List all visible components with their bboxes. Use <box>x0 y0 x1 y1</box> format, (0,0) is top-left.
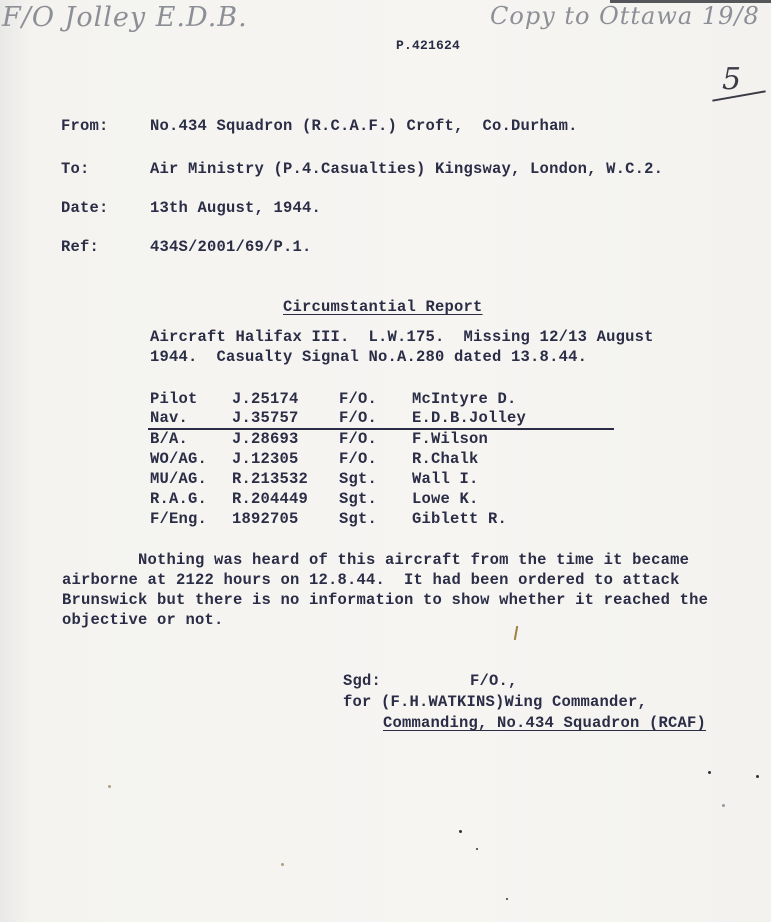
body-line: objective or not. <box>62 611 224 629</box>
paper-speck <box>756 775 759 778</box>
crew-role: WO/AG. <box>150 450 208 468</box>
paper-speck <box>708 771 711 774</box>
body-line: Nothing was heard of this aircraft from the time it became <box>62 551 690 569</box>
ink-mark <box>514 626 518 640</box>
crew-role: R.A.G. <box>150 490 208 508</box>
crew-number: J.12305 <box>232 450 299 468</box>
signature-commanding-line: Commanding, No.434 Squadron (RCAF) <box>383 714 707 732</box>
crew-role: F/Eng. <box>150 510 208 528</box>
crew-role: MU/AG. <box>150 470 208 488</box>
crew-number: R.213532 <box>232 470 309 488</box>
crew-name: E.D.B.Jolley <box>412 409 527 427</box>
crew-number: R.204449 <box>232 490 309 508</box>
paper-speck <box>108 785 111 788</box>
crew-name: McIntyre D. <box>412 390 517 408</box>
body-line: Brunswick but there is no information to show whether it reached the <box>62 591 709 609</box>
crew-name: Wall I. <box>412 470 479 488</box>
from-label: From: <box>61 117 109 135</box>
ref-value: 434S/2001/69/P.1. <box>150 238 312 256</box>
handwritten-name-annotation: F/O Jolley E.D.B. <box>2 2 248 33</box>
paper-speck <box>506 898 508 900</box>
crew-number: 1892705 <box>232 510 299 528</box>
crew-rank: Sgt. <box>339 490 378 508</box>
report-title: Circumstantial Report <box>283 298 483 316</box>
crew-rank: Sgt. <box>339 470 378 488</box>
crew-number: J.35757 <box>232 409 299 427</box>
crew-name: R.Chalk <box>412 450 479 468</box>
crew-rank: Sgt. <box>339 510 378 528</box>
signature-sgd-label: Sgd: <box>343 672 382 690</box>
ref-label: Ref: <box>61 238 100 256</box>
date-value: 13th August, 1944. <box>150 199 322 217</box>
crew-name: Lowe K. <box>412 490 479 508</box>
signature-rank: F/O., <box>470 672 518 690</box>
crew-number: J.28693 <box>232 430 299 448</box>
crew-divider-line <box>148 428 614 430</box>
signature-for-line: for (F.H.WATKINS)Wing Commander, <box>343 693 648 711</box>
handwritten-copy-note: Copy to Ottawa 19/8 <box>490 2 760 30</box>
crew-rank: F/O. <box>339 450 378 468</box>
date-label: Date: <box>61 199 109 217</box>
to-value: Air Ministry (P.4.Casualties) Kingsway, London, W.C.2. <box>150 160 664 178</box>
body-line: airborne at 2122 hours on 12.8.44. It had been ordered to attack <box>62 571 680 589</box>
file-reference: P.421624 <box>396 38 461 53</box>
crew-rank: F/O. <box>339 430 378 448</box>
crew-role: Pilot <box>150 390 198 408</box>
paper-speck <box>459 830 462 833</box>
report-aircraft-line: Aircraft Halifax III. L.W.175. Missing 12/13 August <box>150 328 654 346</box>
crew-rank: F/O. <box>339 390 378 408</box>
crew-name: Giblett R. <box>412 510 508 528</box>
paper-speck <box>281 863 284 866</box>
crew-number: J.25174 <box>232 390 299 408</box>
to-label: To: <box>61 160 90 178</box>
from-value: No.434 Squadron (R.C.A.F.) Croft, Co.Durham. <box>150 117 578 135</box>
crew-rank: F/O. <box>339 409 378 427</box>
crew-role: Nav. <box>150 409 189 427</box>
crew-name: F.Wilson <box>412 430 489 448</box>
paper-speck <box>476 848 478 850</box>
paper-speck <box>722 804 725 807</box>
handwritten-page-number: 5 <box>722 62 743 97</box>
crew-role: B/A. <box>150 430 189 448</box>
report-signal-line: 1944. Casualty Signal No.A.280 dated 13.8.44. <box>150 348 588 366</box>
